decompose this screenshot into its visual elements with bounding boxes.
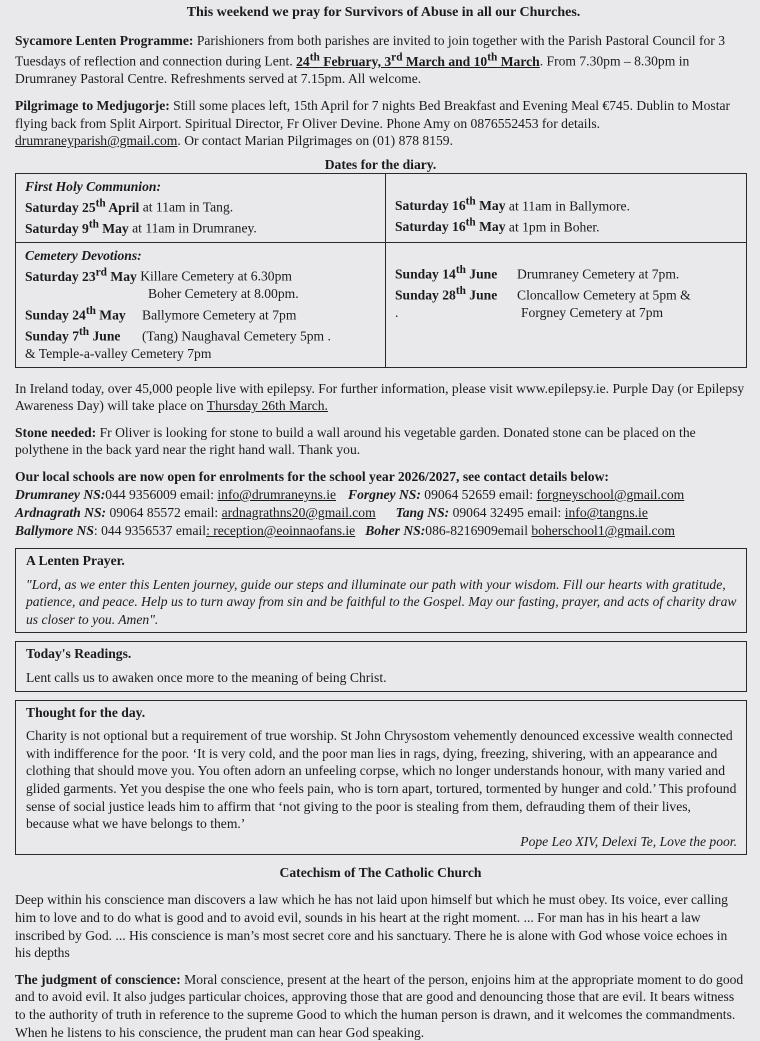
school-email-link[interactable]: boherschool1@gmail.com [531,523,675,539]
lenten-prayer-box [15,548,747,633]
communion-date: Saturday 16th May at 11am in Ballymore. [395,195,630,214]
page-title: This weekend we pray for Survivors of Abuse in all our Churches. [186,5,581,20]
school-email-link[interactable]: : reception@eoinnaofans.ie [206,523,356,539]
epilepsy-text: In Ireland today, over 45,000 people live with epilepsy. For further information, please visit www.epilepsy.ie. Purple Day (or Epilepsy Awareness Day) will take place on [15,380,745,414]
school-name: Boher NS: [365,523,426,539]
judgment-heading: The judgment of conscience: [15,971,181,987]
school-email-link[interactable]: info@tangns.ie [564,505,648,521]
sycamore-notice [15,32,746,88]
communion-right-cell [386,173,747,242]
pilgrimage-heading: Pilgrimage to Medjugorje: [15,97,170,113]
stone-text: Fr Oliver is looking for stone to build a wall around his vegetable garden. Donated stone can be placed on the polythene in the back yard near the right hand wall. Thank you. [15,424,696,458]
cemetery-left-cell [16,242,386,367]
schools-heading: Our local schools are now open for enrolments for the school year 2026/2027, see contact details below: [15,469,609,485]
thought-box [15,700,747,856]
readings-box [15,641,747,691]
catechism-para-2 [15,971,746,1041]
communion-left-cell [16,173,386,242]
diary-row-communion [16,173,747,242]
stone-heading: Stone needed: [15,424,97,440]
school-name: Ballymore NS [15,523,94,539]
school-name: Drumraney NS: [15,487,106,503]
stone-notice [15,424,746,459]
schools-notice [15,468,746,540]
pilgrimage-notice [15,97,746,150]
cemetery-heading: Cemetery Devotions: [25,247,142,263]
schools-row: Ballymore NS: 044 9356537 email: reception@eoinnaofans.ie Boher NS:086-8216909email boherschool1@gmail.com [15,523,675,539]
school-email-link[interactable]: ardnagrathns20@gmail.com [221,505,376,521]
cemetery-date: Sunday 14th June Drumraney Cemetery at 7pm. [395,263,680,282]
school-email-link[interactable]: forgneyschool@gmail.com [536,487,685,503]
cemetery-date: & Temple-a-valley Cemetery 7pm [25,346,212,362]
thought-heading: Thought for the day. [26,704,146,720]
cemetery-date: Sunday 28th June Cloncallow Cemetery at 5pm & [395,284,691,303]
cemetery-date: Sunday 7th June (Tang) Naughaval Cemetery 5pm . [25,325,331,344]
schools-row: Ardnagrath NS: 09064 85572 email: ardnagrathns20@gmail.com Tang NS: 09064 32495 email: info@tangns.ie [15,505,648,521]
diary-row-cemetery [16,242,747,367]
cemetery-date: . Forgney Cemetery at 7pm [395,304,664,320]
readings-heading: Today's Readings. [26,646,132,662]
thought-source: Pope Leo XIV, Delexi Te, Love the poor. [520,833,737,849]
sycamore-dates: 24th February, 3rd March and 10th March [296,51,540,69]
judgment-text: Moral conscience, present at the heart of the person, enjoins him at the appropriate moment to do good and to avoid evil. It also judges particular choices, approving those that are good and denouncing those that are evil. It bears witness to the authority of truth in reference to the supreme Good to which the human person is drawn, and it welcomes the commandments. When he listens to his conscience, the prudent man can hear God speaking. [15,971,744,1040]
catechism-para-1: Deep within his conscience man discovers a law which he has not laid upon himself but which he must obey. Its voice, ever calling him to love and to do what is good and to avoid evil, sounds in his heart at the right moment. ... For man has in his heart a law inscribed by God. ... His conscience is man’s most secret core and his sanctuary. There he is alone with God whose voice echoes in his depths [15,892,728,961]
communion-heading: First Holy Communion: [25,178,161,194]
epilepsy-date: Thursday 26th March. [206,398,328,414]
epilepsy-notice [15,380,746,415]
communion-date: Saturday 25th April at 11am in Tang. [25,197,234,215]
communion-date: Saturday 16th May at 1pm in Boher. [395,216,600,235]
catechism-heading: Catechism of The Catholic Church [279,865,482,881]
cemetery-right-cell [386,242,747,367]
readings-text: Lent calls us to awaken once more to the meaning of being Christ. [26,670,387,686]
parish-email-link[interactable]: drumraneyparish@gmail.com [15,133,178,149]
cemetery-date: Sunday 24th May Ballymore Cemetery at 7pm [25,304,297,323]
sycamore-text-2: . From 7.30pm – 8.30pm in Drumraney Pastoral Centre. Refreshments served at 7.15pm. All welcome. [15,53,690,87]
diary-heading: Dates for the diary. [324,156,437,172]
pilgrimage-text-2: . Or contact Marian Pilgrimages on (01) 878 8159. [177,133,453,149]
pilgrimage-text: Still some places left, 15th April for 7 nights Bed Breakfast and Evening Meal €745. Dublin to Mostar flying back from Split Airport. Spiritual Director, Fr Oliver Devine. Phone Amy on 0876552453 for details. [15,97,731,131]
cemetery-date: Boher Cemetery at 8.00pm. [148,286,299,302]
diary-table [15,173,747,368]
school-name: Ardnagrath NS: [15,505,107,521]
thought-text: Charity is not optional but a requirement of true worship. St John Chrysostom vehemently denounced excessive wealth connected with indifference for the poor. ‘It is very cold, and the poor man lies in rags, dying, freezing, shivering, with an appearance and clothing that should move you. You often adorn an unfeeling corpse, which no longer understands honour, with many varied and glided garments. Yet you despise the one who feels pain, who is torn apart, tortured, tormented by hunger and cold.’ This profound sense of social justice leads him to affirm that ‘not giving to the poor is stealing from them, defrauding them of their lives, because what we have belongs to them.’ [26,728,737,832]
sycamore-text: Parishioners from both parishes are invited to join together with the Parish Pastoral Council for 3 Tuesdays of reflection and connection during Lent. [15,32,726,69]
schools-row: Drumraney NS:044 9356009 email: info@drumraneyns.ie Forgney NS: 09064 52659 email: forgneyschool@gmail.com [15,487,685,503]
sycamore-heading: Sycamore Lenten Programme: [15,32,194,48]
school-name: Tang NS: [395,505,450,521]
communion-date: Saturday 9th May at 11am in Drumraney. [25,218,257,236]
school-email-link[interactable]: info@drumraneyns.ie [217,487,336,503]
school-name: Forgney NS: [348,487,421,503]
lenten-prayer-text: "Lord, as we enter this Lenten journey, guide our steps and illuminate our path with your wisdom. Fill our hearts with gratitude, patience, and peace. Help us to turn away from sin and be faithful to the Gospel. May our fasting, prayer, and acts of charity draw us closer to you. Amen". [26,576,737,627]
cemetery-date: Saturday 23rd May Killare Cemetery at 6.30pm [25,266,292,284]
lenten-prayer-heading: A Lenten Prayer. [26,553,125,569]
